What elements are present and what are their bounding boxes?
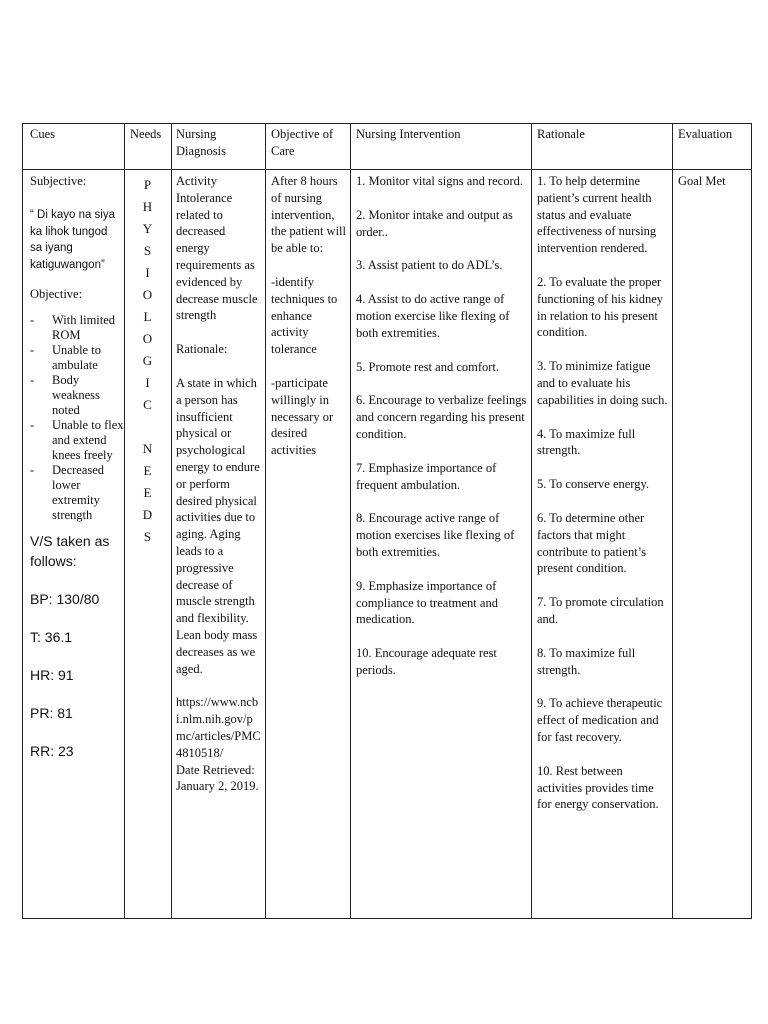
needs-letter: P xyxy=(143,177,152,192)
rationale-item: 1. To help determine patient’s current health status and evaluate effectiveness of nursing intervention rendered. xyxy=(537,174,657,256)
rationale-item: 2. To evaluate the proper functioning of his kidney in relation to his present condition. xyxy=(537,274,664,340)
needs-letter: L xyxy=(143,309,152,324)
header-cues: Cues xyxy=(30,127,55,141)
needs-letter: E xyxy=(143,463,152,478)
evaluation-cell xyxy=(678,173,750,190)
rationale-item: 4. To maximize full strength. xyxy=(537,426,636,458)
header-divider xyxy=(23,169,751,170)
intervention-item: 9. Emphasize importance of compliance to treatment and medication. xyxy=(356,578,498,627)
needs-word-needs xyxy=(124,438,171,548)
needs-letter: Y xyxy=(142,221,153,236)
intervention-item: 8. Encourage active range of motion exercises like flexing of both extremities. xyxy=(356,511,515,559)
header-needs: Needs xyxy=(130,127,162,141)
objective-intro: After 8 hours of nursing intervention, the patient will be able to: xyxy=(271,174,346,256)
intervention-item: 3. Assist patient to do ADL’s. xyxy=(356,258,503,273)
intervention-cell xyxy=(356,173,528,696)
header-intervention: Nursing Intervention xyxy=(356,127,461,141)
intervention-item: 5. Promote rest and comfort. xyxy=(356,359,500,374)
rationale-item: 5. To conserve energy. xyxy=(537,477,650,492)
column-divider xyxy=(350,124,351,918)
intervention-item: 2. Monitor intake and output as order.. xyxy=(356,207,513,239)
evaluation-result: Goal Met xyxy=(678,174,726,188)
needs-letter: D xyxy=(142,507,153,522)
intervention-item: 1. Monitor vital signs and record. xyxy=(356,174,523,188)
rationale-item: 10. Rest between activities provides time for energy conservation. xyxy=(537,763,659,812)
list-item: - Unable to ambulate xyxy=(30,343,124,373)
needs-letter: E xyxy=(143,485,152,500)
needs-letter: C xyxy=(143,397,152,412)
diagnosis-rationale-text: A state in which a person has insufficient physical or psychological energy to endure or perform desired physical activities due to aging. Aging leads to a progressive decrease of muscle strength and flexibility. Lean body mass decreases as we aged. xyxy=(176,375,260,676)
intervention-item: 10. Encourage adequate rest periods. xyxy=(356,646,497,677)
vs-label: V/S taken as follows: xyxy=(30,532,110,569)
objective-label: Objective: xyxy=(30,286,83,301)
needs-letter: I xyxy=(145,265,150,280)
column-divider xyxy=(265,124,266,918)
rationale-item: 9. To achieve therapeutic effect of medication and for fast recovery. xyxy=(537,696,663,744)
bp-value: BP: 130/80 xyxy=(30,590,100,607)
needs-letter: S xyxy=(143,243,152,258)
subjective-quote: “ Di kayo na siya ka lihok tungod sa iyang katiguwangon” xyxy=(30,208,116,272)
column-divider xyxy=(531,124,532,918)
objective-cues-list xyxy=(30,313,124,523)
needs-letter: G xyxy=(142,353,153,368)
needs-letter: I xyxy=(145,375,150,390)
temp-value: T: 36.1 xyxy=(30,628,73,645)
list-item: - Unable to flex and extend knees freely xyxy=(30,418,124,463)
intervention-item: 4. Assist to do active range of motion exercise like flexing of both extremities. xyxy=(356,292,510,340)
header-rationale: Rationale xyxy=(537,127,585,141)
needs-word-physiologic xyxy=(124,174,171,416)
needs-letter: O xyxy=(142,331,153,346)
needs-letter: H xyxy=(142,199,153,214)
list-item: - Body weakness noted xyxy=(30,373,124,418)
pr-value: PR: 81 xyxy=(30,704,73,721)
column-divider xyxy=(171,124,172,918)
rationale-item: 3. To minimize fatigue and to evaluate his capabilities in doing such. xyxy=(537,359,668,407)
vital-signs xyxy=(30,531,124,761)
rationale-item: 7. To promote circulation and. xyxy=(537,595,664,626)
intervention-item: 7. Emphasize importance of frequent ambulation. xyxy=(356,460,497,492)
column-divider xyxy=(672,124,673,918)
rationale-item: 8. To maximize full strength. xyxy=(537,645,636,677)
diagnosis-statement: Activity Intolerance related to decreased energy requirements as evidenced by decrease muscle strength xyxy=(176,174,258,323)
objective-item: -identify techniques to enhance activity tolerance xyxy=(271,274,338,357)
intervention-item: 6. Encourage to verbalize feelings and concern regarding his present condition. xyxy=(356,393,527,441)
needs-letter: O xyxy=(142,287,153,302)
cues-cell xyxy=(30,173,124,779)
rationale-cell xyxy=(537,173,669,830)
list-item: - With limited ROM xyxy=(30,313,124,343)
needs-letter: S xyxy=(143,529,152,544)
header-diagnosis: Nursing Diagnosis xyxy=(176,127,226,158)
rationale-item: 6. To determine other factors that might contribute to patient’s present condition. xyxy=(537,510,647,576)
header-objective: Objective of Care xyxy=(271,127,334,158)
diagnosis-rationale-label: Rationale: xyxy=(176,342,228,357)
hr-value: HR: 91 xyxy=(30,666,74,683)
care-plan-table xyxy=(22,123,752,919)
date-retrieved: Date Retrieved: January 2, 2019. xyxy=(176,762,259,794)
objective-item: -participate willingly in necessary or desired activities xyxy=(271,375,334,458)
needs-cell xyxy=(124,174,171,548)
subjective-label: Subjective: xyxy=(30,174,87,188)
diagnosis-cell xyxy=(176,173,262,795)
objective-cell xyxy=(271,173,347,459)
needs-letter: N xyxy=(142,441,153,456)
header-evaluation: Evaluation xyxy=(678,127,733,141)
rr-value: RR: 23 xyxy=(30,742,74,759)
reference-link[interactable]: https://www.ncbi.nlm.nih.gov/pmc/articles/PMC4810518/ xyxy=(176,695,261,760)
list-item: - Decreased lower extremity strength xyxy=(30,463,124,523)
